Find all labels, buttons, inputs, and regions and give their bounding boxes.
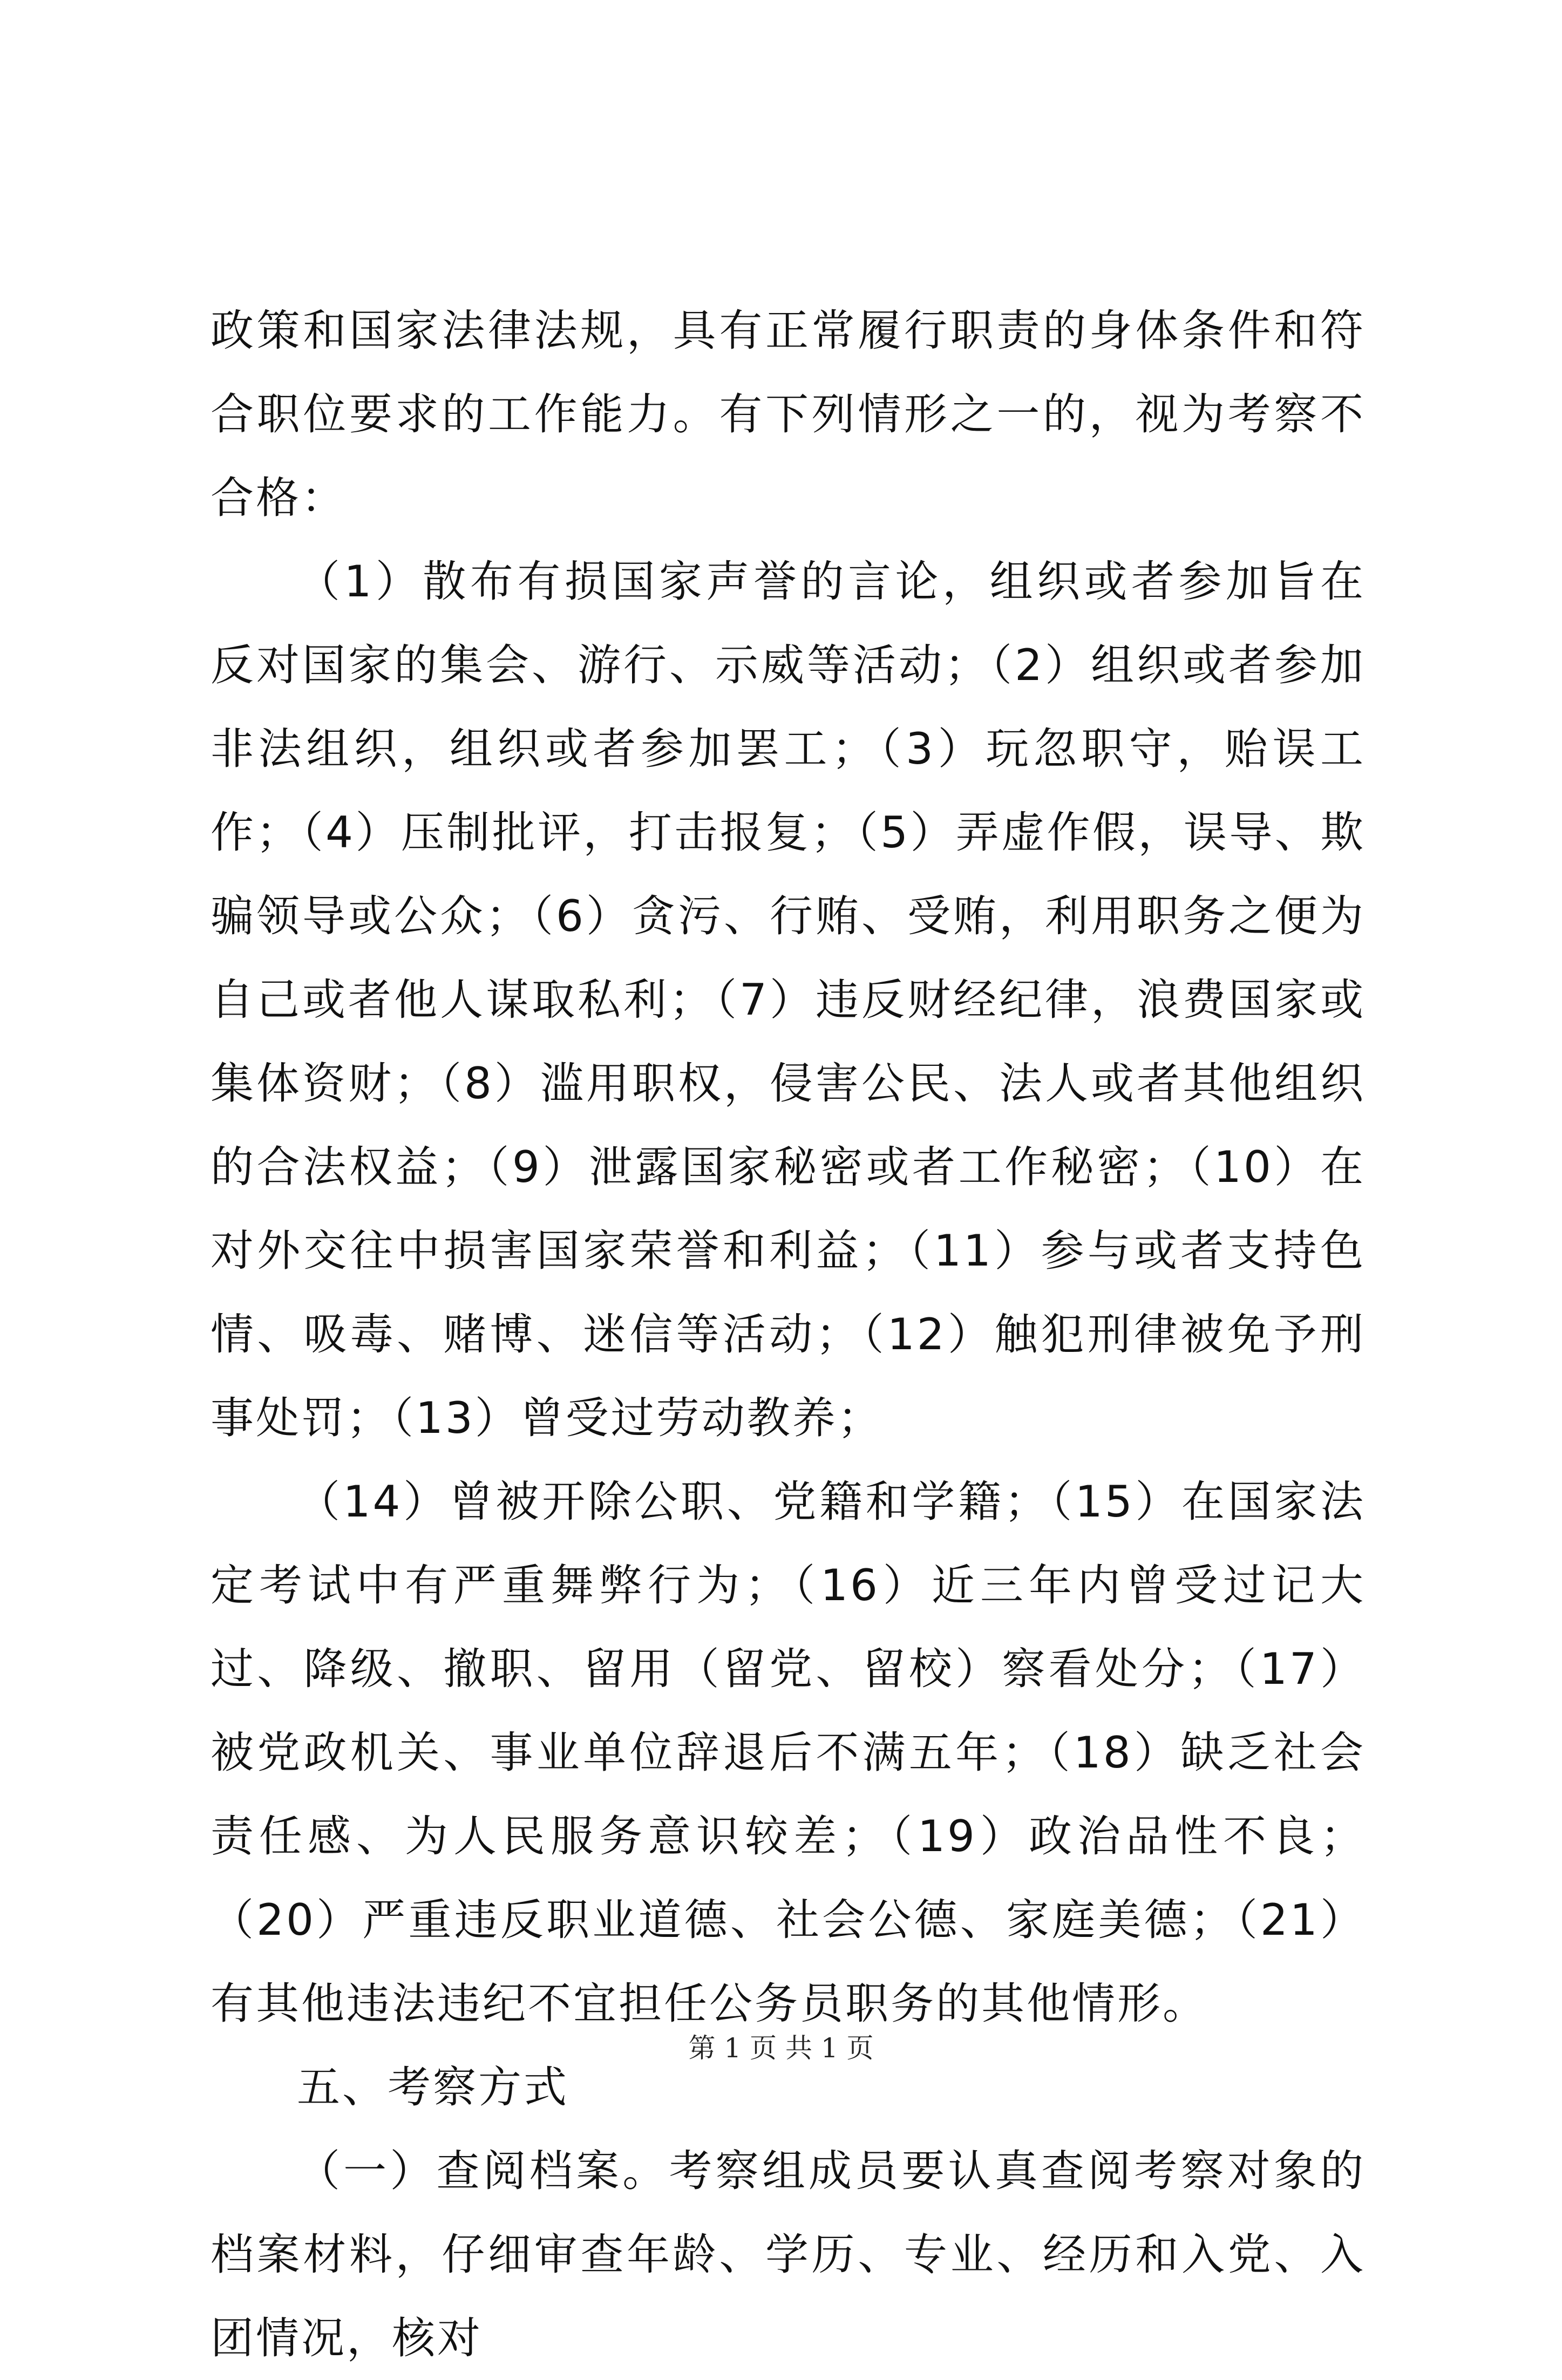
- paragraph-disqualifications-14-21: （14）曾被开除公职、党籍和学籍；（15）在国家法定考试中有严重舞弊行为；（16）近三年内曾受过记大过、降级、撤职、留用（留党、留校）察看处分；（17）被党政机关、事业单位辞退后不满五年；（18）缺乏社会责任感、为人民服务意识较差；（19）政治品性不良；（20）严重违反职业道德、社会公德、家庭美德；（21）有其他违法违纪不宜担任公务员职务的其他情形。: [210, 1477, 1366, 2029]
- paragraph-review-archives: （一）查阅档案。考察组成员要认真查阅考察对象的档案材料，仔细审查年龄、学历、专业、经历和入党、入团情况，核对: [210, 2146, 1366, 2363]
- section-heading-inspection-method: 五、考察方式: [297, 2062, 569, 2112]
- paragraph-continuation: 政策和国家法律法规，具有正常履行职责的身体条件和符合职位要求的工作能力。有下列情形之一的，视为考察不合格：: [210, 305, 1366, 523]
- page-number-footer: 第 1 页 共 1 页: [688, 2032, 874, 2064]
- paragraph-disqualifications-1-13: （1）散布有损国家声誉的言论，组织或者参加旨在反对国家的集会、游行、示威等活动；（2）组织或者参加非法组织，组织或者参加罢工；（3）玩忽职守，贻误工作；（4）压制批评，打击报复；（5）弄虚作假，误导、欺骗领导或公众；（6）贪污、行贿、受贿，利用职务之便为自己或者他人谋取私利；（7）违反财经纪律，浪费国家或集体资财；（8）滥用职权，侵害公民、法人或者其他组织的合法权益；（9）泄露国家秘密或者工作秘密；（10）在对外交往中损害国家荣誉和利益；（11）参与或者支持色情、吸毒、赌博、迷信等活动；（12）触犯刑律被免予刑事处罚；（13）曾受过劳动教养；: [210, 556, 1366, 1443]
- document-body: [210, 289, 1366, 2380]
